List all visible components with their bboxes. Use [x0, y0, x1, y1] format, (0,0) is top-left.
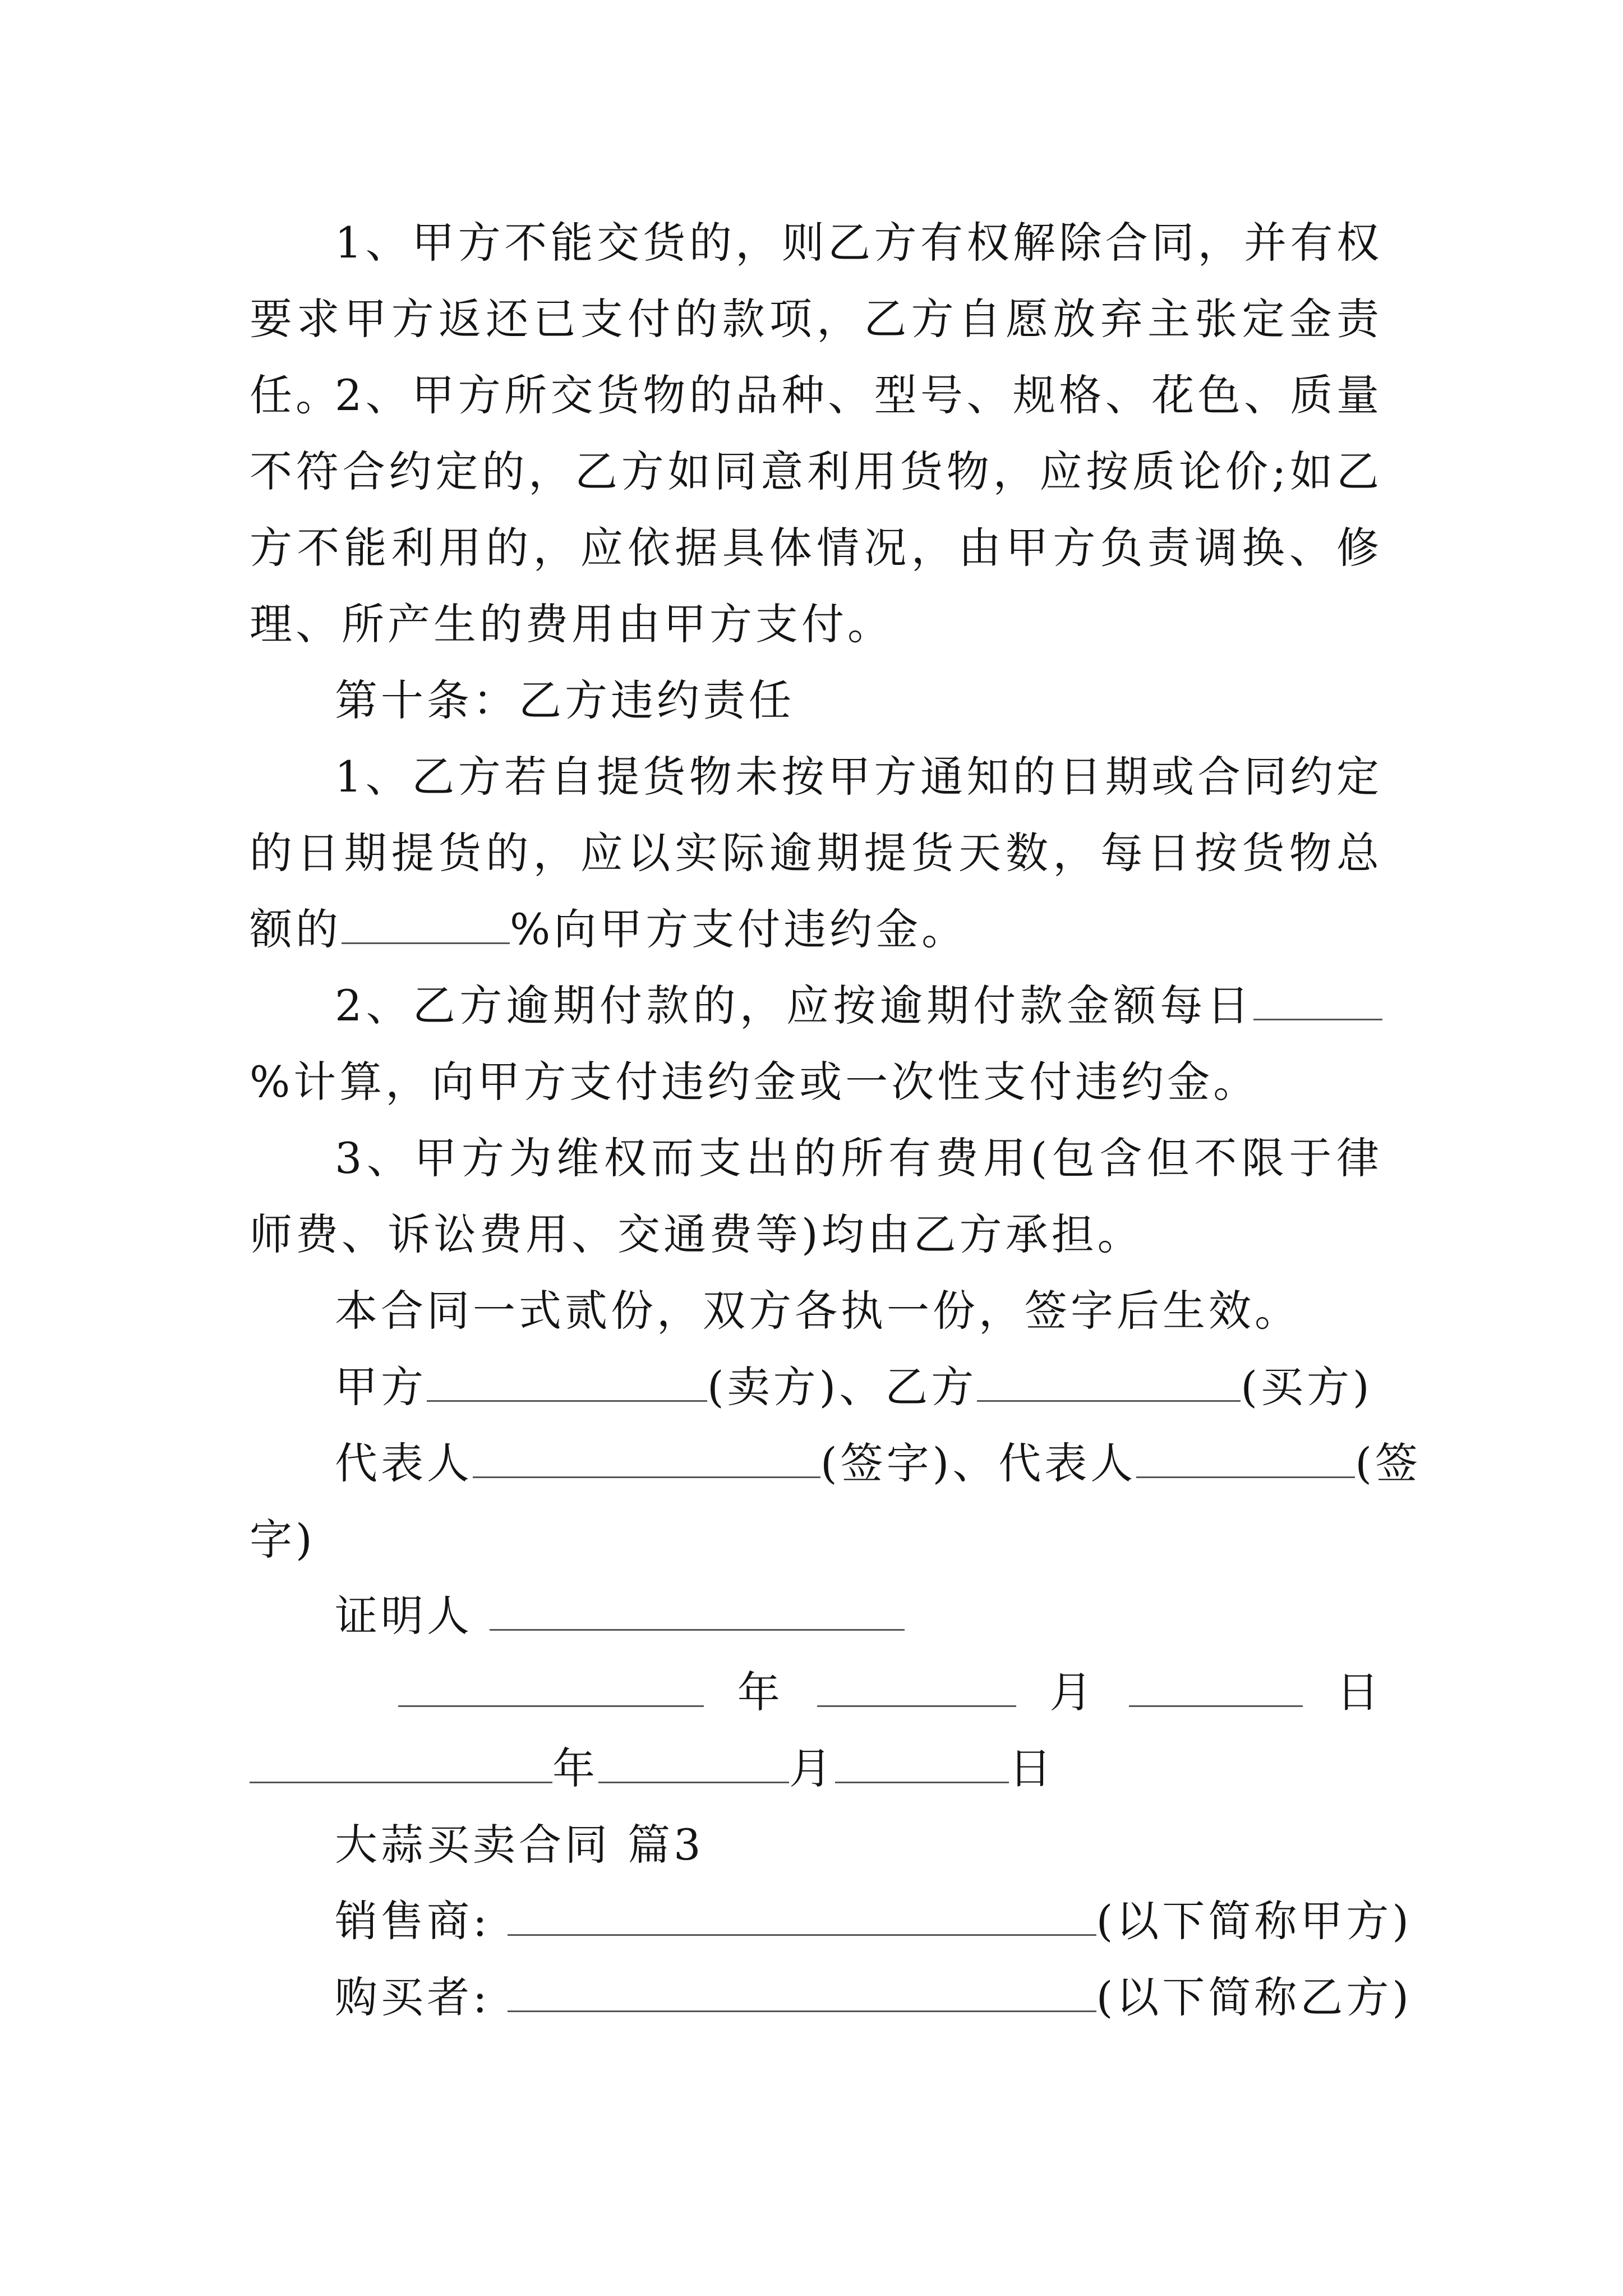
buyer-blank: [508, 1977, 1096, 2012]
month-label-2: 月: [789, 1743, 835, 1793]
day-blank-1: [1129, 1672, 1303, 1707]
date-line-2: [250, 1731, 1382, 1807]
sign1-note: (签字)、代表人: [820, 1438, 1137, 1488]
clause10-p2-text-b: %计算，向甲方支付违约金或一次性支付违约金。: [250, 1057, 1260, 1107]
year-label-2: 年: [552, 1743, 598, 1793]
month-label-1: 月: [1049, 1667, 1096, 1717]
clause10-heading: 第十条：乙方违约责任: [335, 675, 795, 725]
clause10-paragraph-3: 3、甲方为维权而支出的所有费用(包含但不限于律师费、诉讼费用、交通费等)均由乙方承担。: [250, 1133, 1382, 1259]
month-blank-1: [817, 1672, 1016, 1707]
witness-label: 证明人: [335, 1591, 473, 1641]
rep2-blank: [1136, 1443, 1355, 1478]
rep1-label: 代表人: [335, 1438, 473, 1488]
sign2-continuation: 字): [250, 1515, 316, 1565]
year-blank-1: [398, 1672, 704, 1707]
section3-title: 大蒜买卖合同 篇3: [335, 1820, 704, 1870]
seller-note-2: (以下简称甲方): [1096, 1896, 1413, 1946]
penalty-rate-blank: [342, 909, 510, 944]
year-blank-2: [250, 1748, 552, 1783]
sign2-note-a: (签: [1355, 1438, 1421, 1488]
seller-label: 销售商:: [335, 1896, 491, 1946]
clause9-paragraph-2: 2、甲方所交货物的品种、型号、规格、花色、质量不符合约定的，乙方如同意利用货物，应按质论价;如乙方不能利用的，应依据具体情况，由甲方负责调换、修理、所产生的费用由甲方支付。: [250, 370, 1382, 649]
date-line-1: [398, 1654, 1382, 1731]
year-label-1: 年: [737, 1667, 783, 1717]
clause10-paragraph-1: [250, 739, 1382, 968]
party-a-label: 甲方: [335, 1362, 427, 1412]
day-label-2: 日: [1009, 1743, 1055, 1793]
parties-line: [335, 1349, 1468, 1425]
closing-statement: 本合同一式贰份，双方各执一份，签字后生效。: [335, 1286, 1301, 1336]
clause10-p1-text-b: %向甲方支付违约金。: [510, 904, 968, 954]
buyer-note-2: (以下简称乙方): [1096, 1972, 1413, 2022]
party-a-blank: [427, 1366, 707, 1402]
witness-line: [335, 1578, 1468, 1654]
clause10-p2-text-a: 2、乙方逾期付款的，应按逾期付款金额每日: [335, 981, 1253, 1030]
seller-line: [335, 1883, 1468, 1959]
month-blank-2: [598, 1748, 789, 1783]
buyer-label: 购买者:: [335, 1972, 491, 2022]
daily-rate-blank: [1253, 985, 1382, 1020]
clause10-paragraph-2: [250, 968, 1382, 1120]
clause9-paragraph-1: 1、甲方不能交货的，则乙方有权解除合同，并有权要求甲方返还已支付的款项，乙方自愿放弃主张定金责任。: [250, 218, 1382, 420]
representatives-line: [335, 1425, 1421, 1502]
buyer-note: (买方): [1241, 1362, 1373, 1412]
day-label-1: 日: [1336, 1667, 1382, 1717]
seller-note: (卖方)、乙方: [707, 1362, 978, 1412]
clause10-p1-text-a: 1、乙方若自提货物未按甲方通知的日期或合同约定的日期提货的，应以实际逾期提货天数，每日按货物总额的: [250, 752, 1382, 954]
witness-blank: [490, 1595, 905, 1631]
day-blank-2: [835, 1748, 1009, 1783]
rep1-blank: [473, 1443, 820, 1478]
seller-blank: [508, 1901, 1096, 1936]
buyer-line: [335, 1959, 1468, 2036]
party-b-blank: [977, 1366, 1241, 1402]
